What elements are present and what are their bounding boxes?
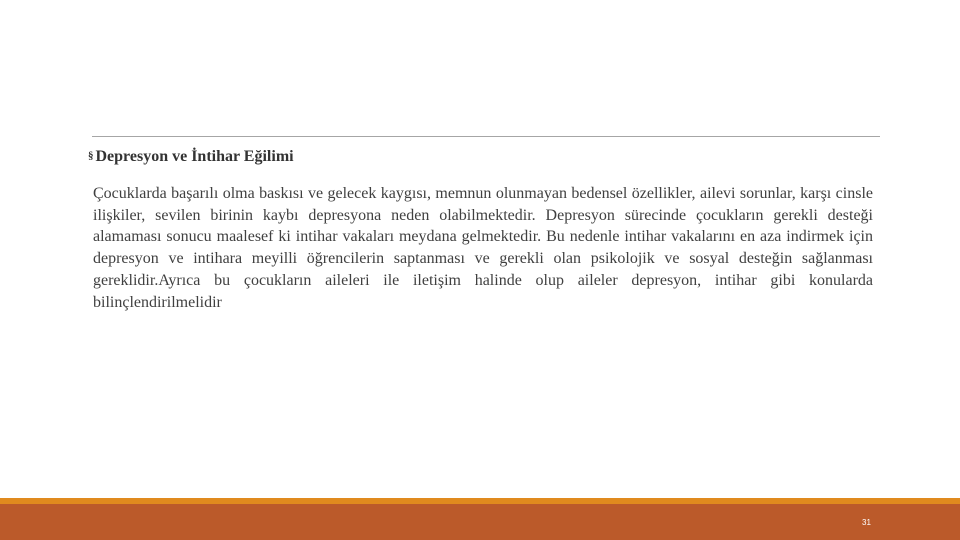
bullet-icon: § bbox=[88, 150, 94, 162]
body-paragraph: Çocuklarda başarılı olma baskısı ve gelecek kaygısı, memnun olunmayan bedensel özellikler, ailevi sorunlar, karşı cinsle ilişkiler, sevilen birinin kaybı depresyona neden olabilmektedir. Depresyon sürecinde çocukların gerekli desteği alamaması sonucu maalesef ki intihar vakaları meydana gelmektedir. Bu nedenle intihar vakalarını en aza indirmek için depresyon ve intihara meyilli öğrencilerin saptanması ve gerekli olan psikolojik ve sosyal desteğin sağlanması gereklidir.Ayrıca bu çocukların aileleri ile iletişim halinde olup aileler depresyon, intihar gibi konularda bilinçlendirilmelidir bbox=[93, 185, 873, 311]
section-heading bbox=[88, 148, 294, 166]
page-number: 31 bbox=[862, 518, 871, 527]
footer-bar bbox=[0, 504, 960, 540]
header-divider bbox=[92, 136, 880, 137]
section-heading-text: Depresyon ve İntihar Eğilimi bbox=[95, 148, 294, 165]
